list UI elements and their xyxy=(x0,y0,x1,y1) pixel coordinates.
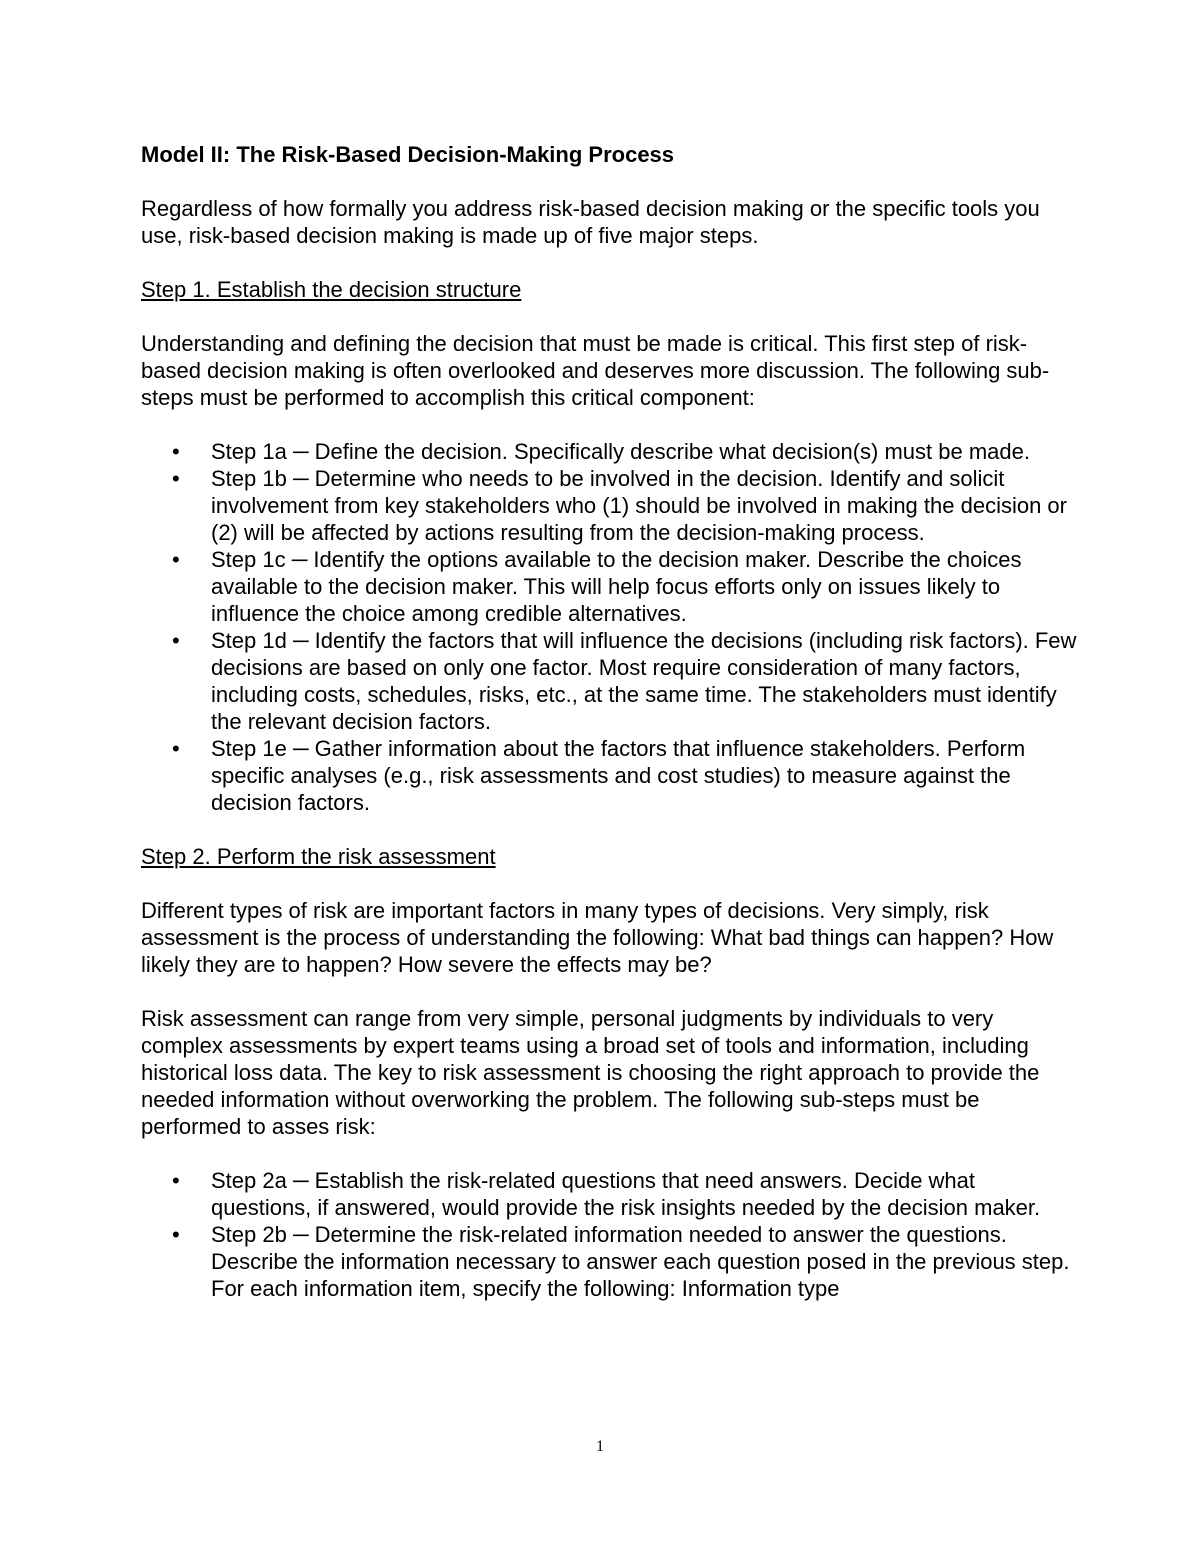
list-item-text: Step 1c ─ Identify the options available to the decision maker. Describe the choices available to the decision maker. This will help focus efforts only on issues likely to influence the choice among credible alternatives. xyxy=(211,547,1022,626)
list-item xyxy=(141,465,1081,546)
list-item-text: Step 2a ─ Establish the risk-related questions that need answers. Decide what questions, if answered, would provide the risk insights needed by the decision maker. xyxy=(211,1168,1041,1220)
list-item-text: Step 1b ─ Determine who needs to be involved in the decision. Identify and solicit involvement from key stakeholders who (1) should be involved in making the decision or (2) will be affected by actions resulting from the decision-making process. xyxy=(211,466,1067,545)
bullet-icon: • xyxy=(172,1222,180,1247)
list-item-text: Step 2b ─ Determine the risk-related information needed to answer the questions. Describe the information necessary to answer each question posed in the previous step. For each information item, specify the following: Information type xyxy=(211,1222,1070,1301)
list-item xyxy=(141,1221,1081,1302)
list-item-text: Step 1d ─ Identify the factors that will influence the decisions (including risk factors). Few decisions are based on only one factor. Most require consideration of many factors, including costs, schedules, risks, etc., at the same time. The stakeholders must identify the relevant decision factors. xyxy=(211,628,1077,734)
bullet-icon: • xyxy=(172,547,180,572)
step2-paragraph-2: Risk assessment can range from very simple, personal judgments by individuals to very complex assessments by expert teams using a broad set of tools and information, including historical loss data. The key to risk assessment is choosing the right approach to provide the needed information without overworking the problem. The following sub-steps must be performed to asses risk: xyxy=(141,1006,1040,1139)
step2-list xyxy=(141,1167,1081,1302)
intro-paragraph: Regardless of how formally you address risk-based decision making or the specific tools you use, risk-based decision making is made up of five major steps. xyxy=(141,196,1040,248)
list-item-text: Step 1a ─ Define the decision. Specifically describe what decision(s) must be made. xyxy=(211,439,1030,464)
bullet-icon: • xyxy=(172,736,180,761)
step1-paragraph: Understanding and defining the decision that must be made is critical. This first step of risk-based decision making is often overlooked and deserves more discussion. The following sub-steps must be performed to accomplish this critical component: xyxy=(141,331,1050,410)
list-item xyxy=(141,735,1081,816)
list-item xyxy=(141,438,1081,465)
bullet-icon: • xyxy=(172,628,180,653)
list-item xyxy=(141,546,1081,627)
step1-list xyxy=(141,438,1081,816)
page-number: 1 xyxy=(596,1438,604,1455)
step2-heading: Step 2. Perform the risk assessment xyxy=(141,844,496,869)
list-item xyxy=(141,1167,1081,1221)
list-item-text: Step 1e ─ Gather information about the factors that influence stakeholders. Perform specific analyses (e.g., risk assessments and cost studies) to measure against the decision factors. xyxy=(211,736,1026,815)
list-item xyxy=(141,627,1081,735)
bullet-icon: • xyxy=(172,466,180,491)
step1-heading: Step 1. Establish the decision structure xyxy=(141,277,522,302)
bullet-icon: • xyxy=(172,439,180,464)
document-title: Model II: The Risk-Based Decision-Making Process xyxy=(141,142,675,167)
bullet-icon: • xyxy=(172,1168,180,1193)
document-body xyxy=(141,141,1081,1302)
step2-paragraph-1: Different types of risk are important factors in many types of decisions. Very simply, risk assessment is the process of understanding the following: What bad things can happen? How likely they are to happen? How severe the effects may be? xyxy=(141,898,1054,977)
